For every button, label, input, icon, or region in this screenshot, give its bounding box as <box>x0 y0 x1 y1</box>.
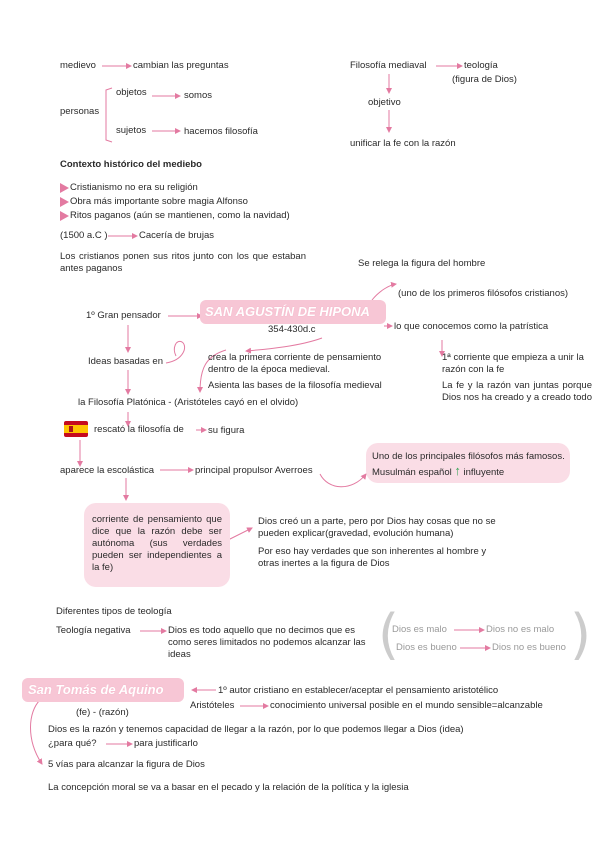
pink-triangle-bullet-icon <box>60 211 69 221</box>
objetos-label: objetos <box>116 87 147 98</box>
dios-bueno-text: Dios es bueno <box>396 642 457 653</box>
caceria-text: Cacería de brujas <box>139 230 214 241</box>
contexto-bullet: Ritos paganos (aún se mantienen, como la navidad) <box>70 210 290 221</box>
relega-text: Se relega la figura del hombre <box>358 258 486 269</box>
dios-creo-text: Dios creó un a parte, pero por Dios hay cosas que no se pueden explicar(gravedad, evolución humana) <box>258 516 496 539</box>
dios-es-razon-text: Dios es la razón y tenemos capacidad de llegar a la razón, por lo que podemos llegar a Dios (idea) <box>48 724 464 735</box>
propulsor-text: principal propulsor Averroes <box>195 465 313 476</box>
close-parenthesis: ) <box>570 603 592 666</box>
unificar-text: unificar la fe con la razón <box>350 138 456 149</box>
por-eso-text: Por eso hay verdades que son inherentes al hombre y otras inertes a la figura de Dios <box>258 546 487 569</box>
green-up-arrow-icon: ↑ <box>454 462 461 478</box>
aristoteles-label: Aristóteles <box>190 700 235 711</box>
cristianos-paragraph: Los cristianos ponen sus ritos junto con los que estaban antes paganos <box>60 251 306 274</box>
patristica-text: lo que conocemos como la patrística <box>394 321 549 332</box>
gran-pensador-text: 1º Gran pensador <box>86 310 161 321</box>
su-figura-text: su figura <box>208 425 245 436</box>
filosofia-medieval-label: Filosofía mediaval <box>350 60 427 71</box>
cinco-vias-text: 5 vías para alcanzar la figura de Dios <box>48 759 205 770</box>
influyente-text: influyente <box>463 466 505 478</box>
asienta-bases-text: Asienta las bases de la filosofía medieval <box>208 380 382 391</box>
medievo-label: medievo <box>60 60 96 71</box>
spain-flag-icon <box>64 421 88 437</box>
contexto-heading: Contexto histórico del mediebo <box>60 159 202 170</box>
corriente-box-text: corriente de pensamiento que dice que la razón debe ser autónoma (sus verdades pueden ser independientes a la fe) <box>92 514 222 573</box>
figura-dios-text: (figura de Dios) <box>452 74 517 85</box>
fe-razon-juntas-text: La fe y la razón van juntas porque Dios nos ha creado y a creado todo <box>442 380 592 403</box>
averroes-box-text <box>372 451 566 479</box>
escolastica-text: aparece la escolástica <box>60 465 154 476</box>
filosofia-platonica-text: la Filosofía Platónica - (Aristóteles cayó en el olvido) <box>78 397 299 408</box>
ideas-basadas-text: Ideas basadas en <box>88 356 164 367</box>
year-text: (1500 a.C ) <box>60 230 108 241</box>
primera-corriente-text: 1ª corriente que empieza a unir la razón con la fe <box>442 352 584 375</box>
contexto-bullet: Cristianismo no era su religión <box>70 182 198 193</box>
open-parenthesis: ( <box>378 603 400 666</box>
hacemos-filosofia-text: hacemos filosofía <box>184 126 258 137</box>
primeros-filosofos-text: (uno de los primeros filósofos cristianos) <box>398 288 569 299</box>
contexto-bullet: Obra más importante sobre magia Alfonso <box>70 196 248 207</box>
rescato-text: rescató la filosofía de <box>94 424 184 435</box>
tipos-teologia-heading: Diferentes tipos de teología <box>56 606 172 617</box>
tomas-title: San Tomás de Aquino <box>28 682 164 697</box>
sujetos-label: sujetos <box>116 125 147 136</box>
crea-corriente-text: crea la primera corriente de pensamiento dentro de la época medieval. <box>208 352 382 375</box>
personas-label: personas <box>60 106 100 117</box>
dios-no-bueno-text: Dios no es bueno <box>492 642 566 653</box>
pink-triangle-bullet-icon <box>60 183 69 193</box>
todo-aquello-text: Dios es todo aquello que no decimos que es como seres limitados no podemos alcanzar las ideas <box>168 625 366 660</box>
objetivo-label: objetivo <box>368 97 401 108</box>
primer-autor-text: 1º autor cristiano en establecer/aceptar el pensamiento aristotélico <box>218 685 499 696</box>
agustin-title: SAN AGUSTÍN DE HIPONA <box>205 304 370 319</box>
concepcion-moral-text: La concepción moral se va a basar en el pecado y la relación de la política y la iglesia <box>48 782 409 793</box>
cambian-preguntas-text: cambian las preguntas <box>133 60 229 71</box>
fe-razon-label: (fe) - (razón) <box>76 707 129 718</box>
teologia-text: teología <box>464 60 498 71</box>
teologia-negativa-label: Teología negativa <box>56 625 131 636</box>
pink-triangle-bullet-icon <box>60 197 69 207</box>
averroes-description: Uno de los principales filósofos más famosos. Musulmán español <box>372 451 565 478</box>
somos-text: somos <box>184 90 212 101</box>
conocimiento-text: conocimiento universal posible en el mundo sensible=alcanzable <box>270 700 543 711</box>
justificarlo-text: para justificarlo <box>134 738 198 749</box>
dios-malo-text: Dios es malo <box>392 624 447 635</box>
dios-no-malo-text: Dios no es malo <box>486 624 555 635</box>
agustin-dates: 354-430d.c <box>268 324 316 335</box>
para-que-text: ¿para qué? <box>48 738 97 749</box>
